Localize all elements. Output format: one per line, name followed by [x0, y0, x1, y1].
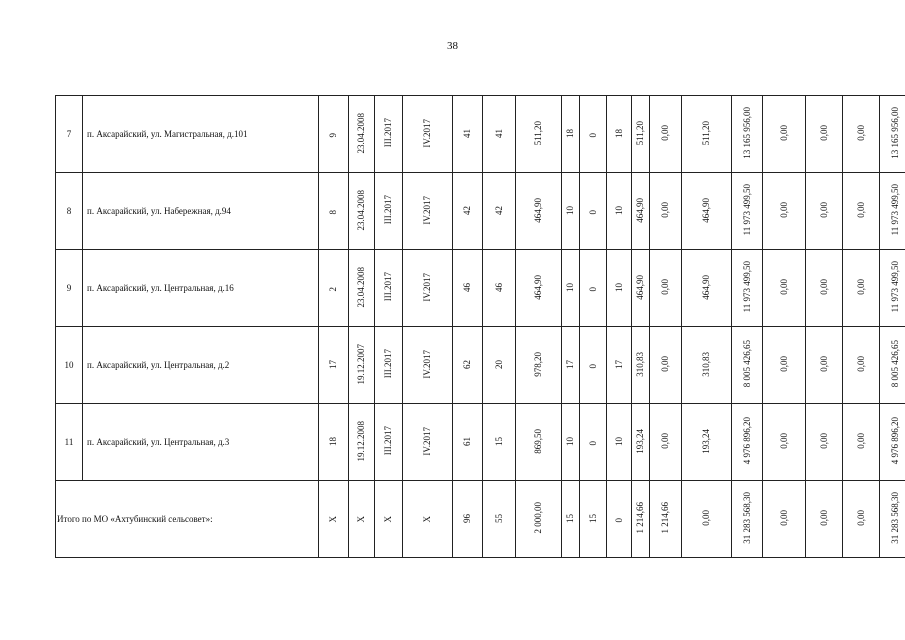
cell-value: 41: [462, 128, 472, 138]
cell-value: 10: [565, 282, 575, 292]
table-cell: [516, 173, 562, 250]
cell-value: 0,00: [778, 510, 789, 526]
cell-value: 0,00: [701, 510, 711, 526]
table-cell: [650, 173, 682, 250]
table-cell: [516, 250, 562, 327]
cell-value: 464,90: [701, 197, 711, 223]
table-cell: [580, 96, 607, 173]
row-number: 10: [56, 327, 83, 404]
cell-value: Х: [356, 515, 366, 522]
total-cell: [403, 481, 453, 558]
cell-value: 0,00: [778, 279, 789, 295]
table-cell: [632, 250, 650, 327]
cell-value: 9: [328, 132, 338, 137]
table-cell: [880, 404, 905, 481]
row-number: 9: [56, 250, 83, 327]
table-cell: [375, 327, 403, 404]
total-cell: [580, 481, 607, 558]
cell-value: 0,00: [818, 279, 829, 295]
cell-value: 42: [462, 205, 472, 215]
cell-value: 15: [587, 513, 598, 523]
cell-value: 0,00: [855, 202, 866, 218]
table-cell: [483, 327, 516, 404]
table-cell: [682, 404, 732, 481]
table-cell: [632, 96, 650, 173]
cell-value: 10: [613, 205, 624, 215]
table-cell: [732, 250, 763, 327]
cell-value: 2: [328, 286, 338, 291]
cell-value: 511,20: [701, 120, 711, 146]
table-cell: [580, 404, 607, 481]
address-cell: п. Аксарайский, ул. Центральная, д.2: [83, 327, 319, 404]
address-cell: п. Аксарайский, ул. Набережная, д.94: [83, 173, 319, 250]
table-cell: [607, 327, 632, 404]
table-cell: [453, 250, 483, 327]
table-cell: [880, 250, 905, 327]
table-cell: [763, 173, 806, 250]
table-cell: [580, 250, 607, 327]
table-body: [56, 96, 905, 558]
cell-value: 0: [613, 517, 624, 522]
table-cell: [732, 404, 763, 481]
table-cell: [806, 404, 843, 481]
cell-value: IV.2017: [422, 426, 432, 456]
table-cell: [763, 96, 806, 173]
table-cell: [516, 96, 562, 173]
cell-value: 193,24: [635, 428, 645, 454]
cell-value: 0: [587, 440, 598, 445]
row-number: 11: [56, 404, 83, 481]
table-cell: [483, 250, 516, 327]
cell-value: 0,00: [855, 279, 866, 295]
cell-value: 310,83: [701, 351, 711, 377]
table-cell: [880, 96, 905, 173]
cell-value: 0,00: [778, 125, 789, 141]
cell-value: 464,90: [533, 197, 543, 223]
cell-value: 17: [328, 359, 338, 369]
table-cell: [516, 404, 562, 481]
cell-value: 978,20: [533, 351, 543, 377]
cell-value: 0,00: [660, 433, 670, 449]
table-cell: [453, 173, 483, 250]
table-cell: [843, 173, 880, 250]
cell-value: III.2017: [383, 118, 393, 148]
table-cell: [880, 327, 905, 404]
table-cell: [607, 404, 632, 481]
table-cell: [580, 173, 607, 250]
cell-value: 23.04.2008: [356, 189, 366, 231]
table-cell: [843, 404, 880, 481]
table-cell: [403, 250, 453, 327]
cell-value: 23.04.2008: [356, 266, 366, 308]
table-cell: [607, 173, 632, 250]
cell-value: 869,50: [533, 428, 543, 454]
table-cell: [732, 173, 763, 250]
table-row: [56, 173, 905, 250]
cell-value: 511,20: [533, 120, 543, 146]
cell-value: 0,00: [855, 510, 866, 526]
cell-value: IV.2017: [422, 195, 432, 225]
cell-value: 1 214,66: [635, 502, 645, 534]
cell-value: 17: [613, 359, 624, 369]
cell-value: 61: [462, 436, 472, 446]
cell-value: 11 973 499,50: [741, 261, 752, 313]
cell-value: 0,00: [818, 510, 829, 526]
total-cell: [732, 481, 763, 558]
cell-value: 0,00: [818, 202, 829, 218]
cell-value: 310,83: [635, 351, 645, 377]
table-cell: [319, 173, 349, 250]
cell-value: 15: [493, 436, 504, 446]
cell-value: 8 005 426,65: [889, 340, 900, 388]
cell-value: 46: [493, 282, 504, 292]
cell-value: 2 000,00: [533, 502, 543, 534]
table-row: [56, 96, 905, 173]
total-cell: [562, 481, 580, 558]
cell-value: 46: [462, 282, 472, 292]
table-cell: [319, 250, 349, 327]
total-cell: [632, 481, 650, 558]
total-cell: [763, 481, 806, 558]
table-cell: [403, 404, 453, 481]
cell-value: 511,20: [635, 120, 645, 146]
cell-value: IV.2017: [422, 349, 432, 379]
total-cell: [806, 481, 843, 558]
total-label: Итого по МО «Ахтубинский сельсовет»:: [56, 481, 319, 558]
cell-value: 464,90: [701, 274, 711, 300]
cell-value: 13 165 956,00: [889, 107, 900, 159]
table-cell: [562, 250, 580, 327]
cell-value: IV.2017: [422, 272, 432, 302]
total-cell: [483, 481, 516, 558]
table-cell: [319, 327, 349, 404]
table-cell: [319, 96, 349, 173]
cell-value: 4 976 896,20: [741, 417, 752, 465]
table-cell: [632, 173, 650, 250]
cell-value: 0: [587, 132, 598, 137]
table-cell: [763, 250, 806, 327]
cell-value: Х: [422, 515, 432, 522]
table-cell: [806, 173, 843, 250]
total-cell: [375, 481, 403, 558]
cell-value: 13 165 956,00: [741, 107, 752, 159]
cell-value: 41: [493, 128, 504, 138]
cell-value: 8: [328, 209, 338, 214]
cell-value: 62: [462, 359, 472, 369]
cell-value: 0,00: [818, 356, 829, 372]
cell-value: III.2017: [383, 349, 393, 379]
cell-value: IV.2017: [422, 118, 432, 148]
table-cell: [806, 96, 843, 173]
total-row: [56, 481, 905, 558]
total-cell: [880, 481, 905, 558]
page-number: 38: [447, 40, 458, 52]
cell-value: 10: [565, 436, 575, 446]
cell-value: 4 976 896,20: [889, 417, 900, 465]
cell-value: 18: [565, 128, 575, 138]
table-cell: [763, 404, 806, 481]
cell-value: 0: [587, 209, 598, 214]
cell-value: 31 283 568,30: [889, 492, 900, 544]
cell-value: 464,90: [635, 197, 645, 223]
table-cell: [453, 96, 483, 173]
table-cell: [843, 96, 880, 173]
cell-value: 11 973 499,50: [889, 261, 900, 313]
cell-value: 0,00: [660, 125, 670, 141]
cell-value: 193,24: [701, 428, 711, 454]
cell-value: Х: [328, 515, 338, 522]
cell-value: 19.12.2007: [356, 343, 366, 385]
table-cell: [375, 96, 403, 173]
total-cell: [682, 481, 732, 558]
table-cell: [349, 404, 375, 481]
cell-value: 96: [462, 513, 472, 523]
total-cell: [319, 481, 349, 558]
cell-value: 17: [565, 359, 575, 369]
cell-value: III.2017: [383, 426, 393, 456]
table-cell: [607, 96, 632, 173]
cell-value: 464,90: [533, 274, 543, 300]
table-cell: [349, 250, 375, 327]
table-cell: [319, 404, 349, 481]
cell-value: 0,00: [855, 433, 866, 449]
table-cell: [375, 173, 403, 250]
cell-value: 31 283 568,30: [741, 492, 752, 544]
table-cell: [562, 173, 580, 250]
table-cell: [732, 96, 763, 173]
total-cell: [650, 481, 682, 558]
cell-value: 0,00: [660, 356, 670, 372]
table-cell: [349, 173, 375, 250]
table-cell: [682, 327, 732, 404]
cell-value: 11 973 499,50: [889, 184, 900, 236]
table-cell: [375, 250, 403, 327]
housing-table: [55, 95, 905, 558]
cell-value: 19.12.2008: [356, 420, 366, 462]
table-cell: [562, 327, 580, 404]
cell-value: 0,00: [778, 433, 789, 449]
cell-value: 0: [587, 286, 598, 291]
row-number: 8: [56, 173, 83, 250]
cell-value: 15: [565, 513, 575, 523]
cell-value: 0,00: [778, 356, 789, 372]
table-cell: [806, 250, 843, 327]
table-cell: [682, 96, 732, 173]
table-row: [56, 404, 905, 481]
table-cell: [453, 404, 483, 481]
total-cell: [843, 481, 880, 558]
cell-value: 464,90: [635, 274, 645, 300]
total-cell: [453, 481, 483, 558]
table-cell: [632, 327, 650, 404]
cell-value: 18: [613, 128, 624, 138]
table-cell: [483, 404, 516, 481]
cell-value: 20: [493, 359, 504, 369]
cell-value: 0,00: [778, 202, 789, 218]
cell-value: 10: [613, 436, 624, 446]
table-cell: [349, 327, 375, 404]
address-cell: п. Аксарайский, ул. Центральная, д.3: [83, 404, 319, 481]
cell-value: 42: [493, 205, 504, 215]
cell-value: III.2017: [383, 195, 393, 225]
table-cell: [580, 327, 607, 404]
table-cell: [650, 250, 682, 327]
cell-value: Х: [383, 515, 393, 522]
cell-value: 0,00: [855, 356, 866, 372]
table-cell: [562, 404, 580, 481]
total-cell: [349, 481, 375, 558]
table-cell: [880, 173, 905, 250]
table-cell: [682, 250, 732, 327]
table-cell: [682, 173, 732, 250]
total-cell: [607, 481, 632, 558]
table-cell: [483, 96, 516, 173]
cell-value: 1 214,66: [660, 502, 670, 534]
cell-value: 18: [328, 436, 338, 446]
table-cell: [763, 327, 806, 404]
table-cell: [375, 404, 403, 481]
table-cell: [650, 327, 682, 404]
cell-value: 0,00: [818, 433, 829, 449]
cell-value: 0,00: [818, 125, 829, 141]
cell-value: 23.04.2008: [356, 112, 366, 154]
cell-value: 8 005 426,65: [741, 340, 752, 388]
address-cell: п. Аксарайский, ул. Магистральная, д.101: [83, 96, 319, 173]
table-cell: [843, 250, 880, 327]
cell-value: 10: [565, 205, 575, 215]
table-cell: [483, 173, 516, 250]
table-cell: [650, 96, 682, 173]
table-cell: [732, 327, 763, 404]
cell-value: III.2017: [383, 272, 393, 302]
table-cell: [403, 327, 453, 404]
cell-value: 10: [613, 282, 624, 292]
table-cell: [349, 96, 375, 173]
table-cell: [403, 96, 453, 173]
table-row: [56, 250, 905, 327]
table-cell: [650, 404, 682, 481]
table-cell: [632, 404, 650, 481]
cell-value: 55: [493, 513, 504, 523]
table-row: [56, 327, 905, 404]
cell-value: 0,00: [660, 279, 670, 295]
table-cell: [806, 327, 843, 404]
cell-value: 0: [587, 363, 598, 368]
table-cell: [403, 173, 453, 250]
table-cell: [843, 327, 880, 404]
total-cell: [516, 481, 562, 558]
table-cell: [516, 327, 562, 404]
cell-value: 0,00: [855, 125, 866, 141]
table-cell: [453, 327, 483, 404]
cell-value: 11 973 499,50: [741, 184, 752, 236]
table-cell: [607, 250, 632, 327]
table-cell: [562, 96, 580, 173]
address-cell: п. Аксарайский, ул. Центральная, д.16: [83, 250, 319, 327]
cell-value: 0,00: [660, 202, 670, 218]
row-number: 7: [56, 96, 83, 173]
